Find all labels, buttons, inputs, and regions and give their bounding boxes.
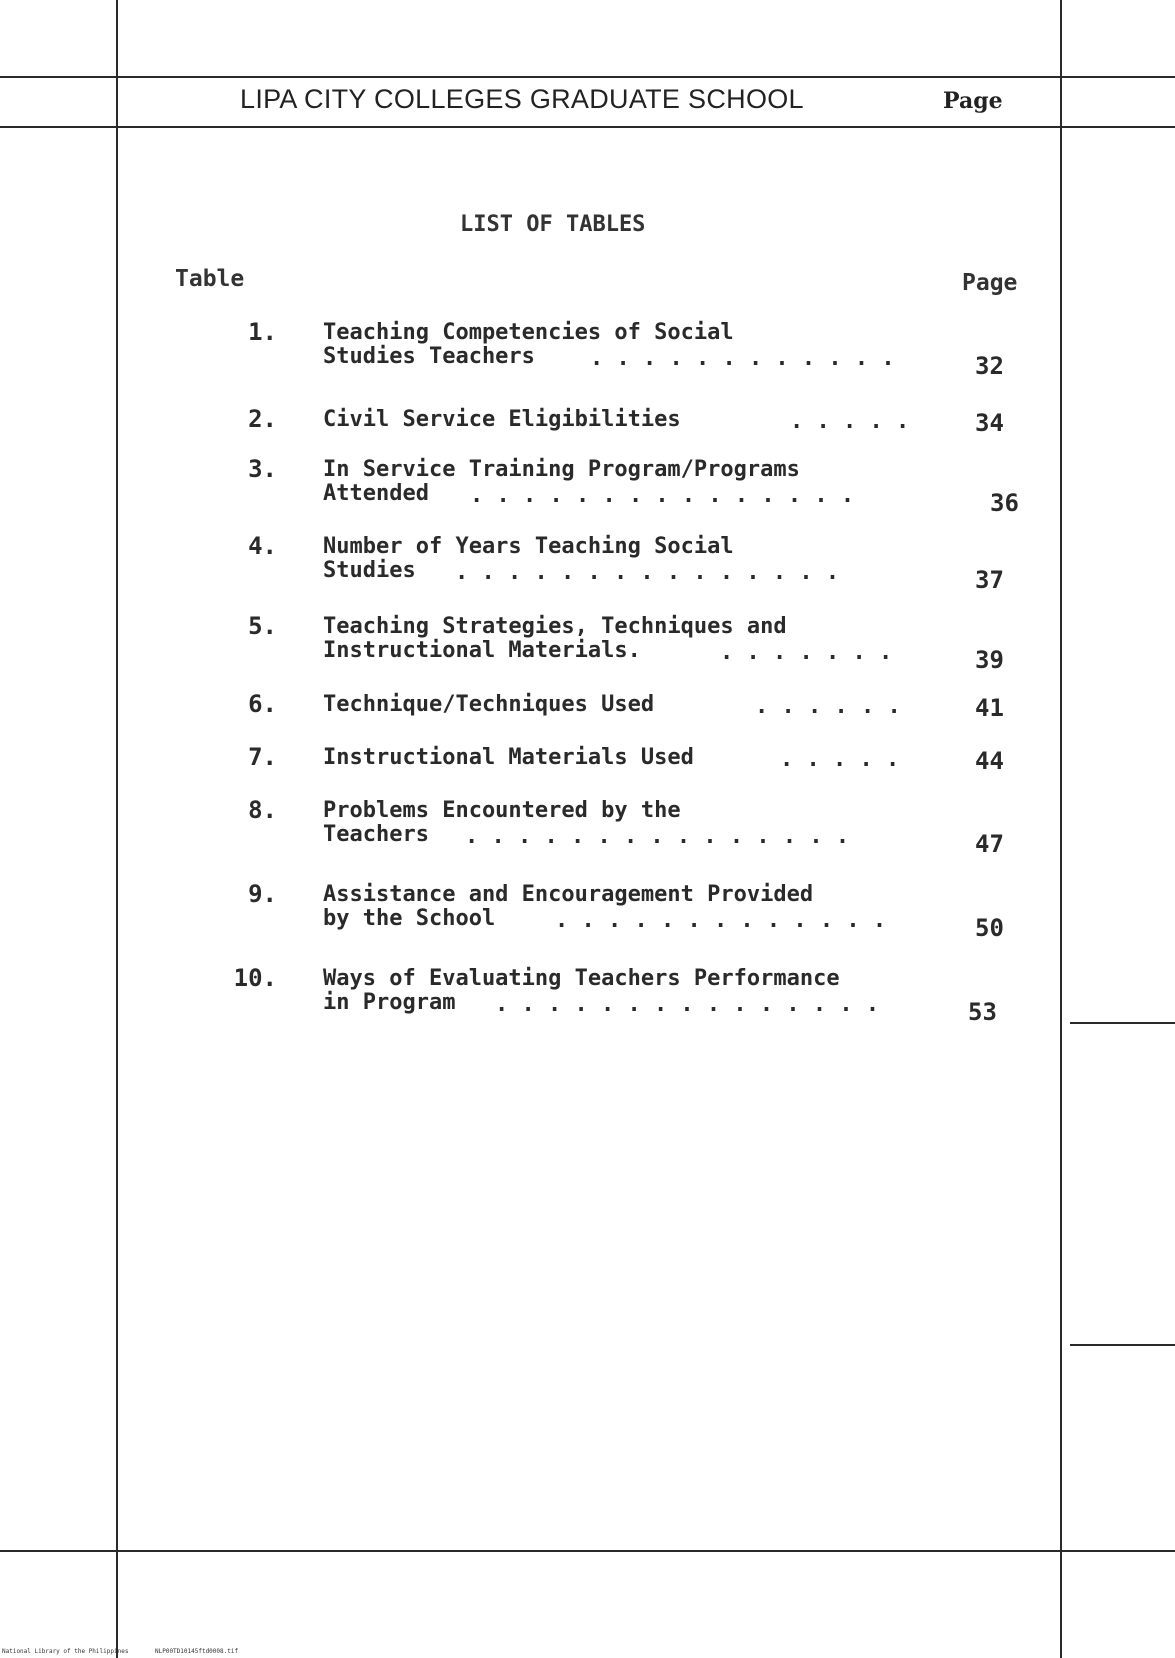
entry-page: 47 <box>975 830 1004 858</box>
header-bottom-rule <box>0 126 1175 128</box>
leader-dots: . . . . . <box>780 747 900 772</box>
footer-source: National Library of the Philippines <box>2 1648 129 1655</box>
leader-dots: . . . . . <box>790 409 910 434</box>
entry-title-line2: Studies Teachers <box>323 344 535 369</box>
entry-number: 6. <box>248 690 277 718</box>
entry-page: 50 <box>975 914 1004 942</box>
entry-title-line1: Assistance and Encouragement Provided <box>323 882 814 907</box>
entry-number: 1. <box>248 318 277 346</box>
entry-title-line1: Problems Encountered by the <box>323 798 681 823</box>
entry-page: 36 <box>990 489 1019 517</box>
entry-number: 3. <box>248 455 277 483</box>
leader-dots: . . . . . . . . . . . . . . . <box>465 824 850 849</box>
header-top-rule <box>0 76 1175 78</box>
entry-number: 4. <box>248 532 277 560</box>
institution-title: LIPA CITY COLLEGES GRADUATE SCHOOL <box>240 84 804 114</box>
entry-title-line1: Ways of Evaluating Teachers Performance <box>323 966 840 991</box>
entry-title-line1: Number of Years Teaching Social <box>323 534 734 559</box>
column-header-page: Page <box>962 270 1018 296</box>
entry-number: 5. <box>248 612 277 640</box>
leader-dots: . . . . . . . . . . . . . <box>555 908 887 933</box>
entry-page: 32 <box>975 352 1004 380</box>
right-tab-rule-2 <box>1070 1344 1175 1346</box>
list-title: LIST OF TABLES <box>460 212 646 237</box>
entry-title-line2: in Program <box>323 990 456 1015</box>
entry-title-line2: by the School <box>323 906 496 931</box>
entry-title-line2: Attended <box>323 481 429 506</box>
leader-dots: . . . . . . . <box>720 640 893 665</box>
leader-dots: . . . . . . . . . . . . . . . <box>455 560 840 585</box>
entry-number: 7. <box>248 743 277 771</box>
entry-title-line1: Teaching Strategies, Techniques and <box>323 614 787 639</box>
leader-dots: . . . . . . . . . . . . <box>590 346 895 371</box>
right-margin-rule <box>1060 0 1062 1658</box>
entry-title-line1: Technique/Techniques Used <box>323 692 655 717</box>
left-margin-rule <box>116 0 118 1658</box>
footer-file: NLP00TD10145ftd0008.tif <box>155 1648 239 1655</box>
footer-rule <box>0 1550 1175 1552</box>
entry-page: 41 <box>975 694 1004 722</box>
entry-number: 8. <box>248 796 277 824</box>
entry-page: 44 <box>975 747 1004 775</box>
right-tab-rule-1 <box>1070 1022 1175 1024</box>
entry-title-line2: Instructional Materials. <box>323 638 641 663</box>
entry-title-line2: Studies <box>323 558 416 583</box>
entry-title-line2: Teachers <box>323 822 429 847</box>
entry-number: 9. <box>248 880 277 908</box>
entry-title-line1: Civil Service Eligibilities <box>323 407 681 432</box>
entry-number: 2. <box>248 405 277 433</box>
entry-number: 10. <box>233 964 277 992</box>
entry-page: 53 <box>968 998 997 1026</box>
leader-dots: . . . . . . . . . . . . . . . <box>470 483 855 508</box>
leader-dots: . . . . . . . . . . . . . . . <box>495 992 880 1017</box>
header-page-label: Page <box>943 88 1003 114</box>
column-header-table: Table <box>175 266 245 292</box>
entry-title-line1: Instructional Materials Used <box>323 745 694 770</box>
entry-page: 34 <box>975 409 1004 437</box>
entry-page: 37 <box>975 566 1004 594</box>
leader-dots: . . . . . . <box>755 694 901 719</box>
entry-title-line1: Teaching Competencies of Social <box>323 320 734 345</box>
entry-title-line1: In Service Training Program/Programs <box>323 457 800 482</box>
entry-page: 39 <box>975 646 1004 674</box>
